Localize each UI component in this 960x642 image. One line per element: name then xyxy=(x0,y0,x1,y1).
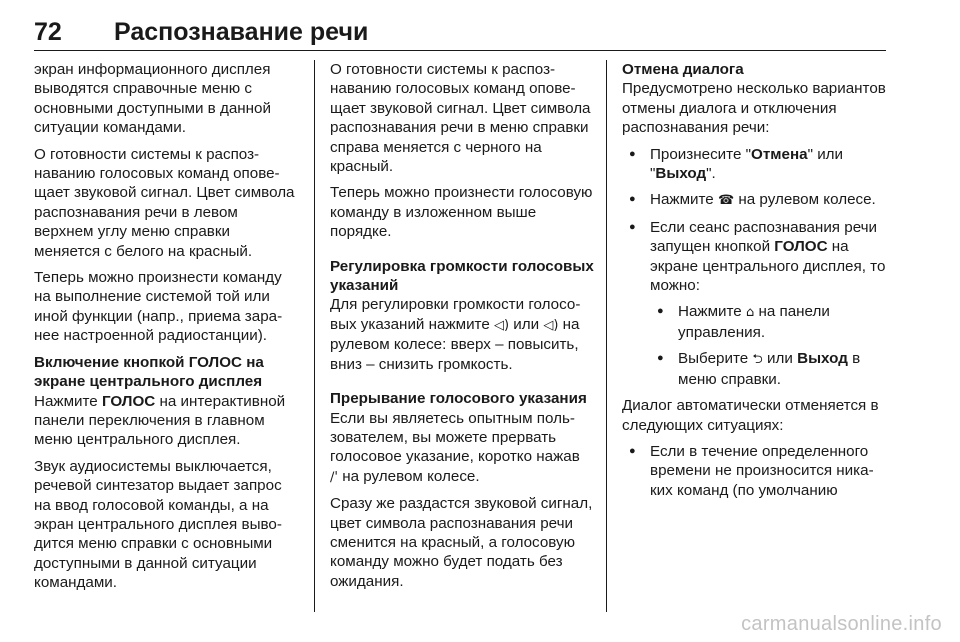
list-item: ● Если сеанс распознавания речи запущен кнопкой ГОЛОС на экране центрального дисплея, то можно: xyxy=(622,218,890,296)
paragraph: Диалог автоматически отменяется в следующих ситуациях: xyxy=(622,397,879,434)
list-item: ● Произнесите "Отмена" или "Выход". xyxy=(622,145,890,184)
column-3 xyxy=(622,60,890,507)
paragraph: Если вы являетесь опытным пользователем, вы можете прервать голосовое указание, коротко нажав ∕' на рулевом колесе. xyxy=(330,409,596,488)
volume-up-icon: ◁) xyxy=(494,317,510,333)
hang-up-icon: ☎ xyxy=(717,193,735,209)
paragraph: Для регулировки громкости голосовых указаний нажмите ◁) или ◁) на рулевом колесе: вверх – повысить, вниз – снизить громкость. xyxy=(330,296,581,373)
list-item: ● Если в течение определенного времени не произносится никаких команд (по умолчанию xyxy=(622,442,890,500)
section-heading: Включение кнопкой ГОЛОС на экране центрального дисплея xyxy=(34,353,264,391)
paragraph: Теперь можно произнести голосовую команду в изложенном выше порядке. xyxy=(330,184,593,241)
column-divider xyxy=(314,60,315,612)
watermark: carmanualsonline.info xyxy=(741,613,942,635)
page-title: Распознавание речи xyxy=(114,18,369,46)
column-divider xyxy=(606,60,607,612)
paragraph: О готовности системы к распознаванию голосовых команд оповещает звуковой сигнал. Цвет символа распознавания речи в левом верхнем углу меню справки меняется с белого на красный. xyxy=(34,145,295,260)
paragraph: Звук аудиосистемы выключается, речевой синтезатор выдает запрос на ввод голосовой команды, а на экран центрального дисплея выводится меню справки с основными доступными в данной ситуации командами. xyxy=(34,457,282,592)
home-icon: ⌂ xyxy=(745,305,755,321)
list-item: ● Нажмите ☎ на рулевом колесе. xyxy=(622,190,890,210)
section-heading: Отмена диалога xyxy=(622,61,744,78)
column-2 xyxy=(330,60,596,598)
list-item: ● Выберите ⮌ или Выход в меню справки. xyxy=(650,349,890,389)
bullet-list xyxy=(622,145,890,296)
paragraph: Нажмите ГОЛОС на интерактивной панели переключения в главном меню центрального дисплея. xyxy=(34,392,286,449)
paragraph: экран информационного дисплея выводятся справочные меню с основными доступными в данной ситуации командами. xyxy=(34,61,271,137)
header-rule xyxy=(34,50,886,51)
voice-icon: ∕' xyxy=(330,469,338,485)
section-heading: Прерывание голосового указания xyxy=(330,390,587,408)
section-heading: Регулировка громкости голосовых указаний xyxy=(330,257,594,295)
paragraph: Теперь можно произнести команду на выполнение системой той или иной функции (напр., приема заранее настроенной радиостанции). xyxy=(34,269,283,345)
bullet-list xyxy=(622,442,890,500)
paragraph: О готовности системы к распознаванию голосовых команд оповещает звуковой сигнал. Цвет символа распознавания речи в меню справки справа меняется с черного на красный. xyxy=(330,61,591,176)
column-1 xyxy=(34,60,300,600)
page-number: 72 xyxy=(34,18,62,46)
sub-bullet-list xyxy=(622,302,890,389)
paragraph: Сразу же раздастся звуковой сигнал, цвет символа распознавания речи сменится на красный, а голосовую команду можно будет подать без ожидания. xyxy=(330,495,593,590)
paragraph: Предусмотрено несколько вариантов отмены диалога и отключения распознавания речи: xyxy=(622,80,886,137)
page-header xyxy=(34,18,886,52)
list-item: ● Нажмите ⌂ на панели управления. xyxy=(650,302,890,342)
volume-down-icon: ◁) xyxy=(543,317,559,333)
back-arrow-icon: ⮌ xyxy=(752,352,763,368)
